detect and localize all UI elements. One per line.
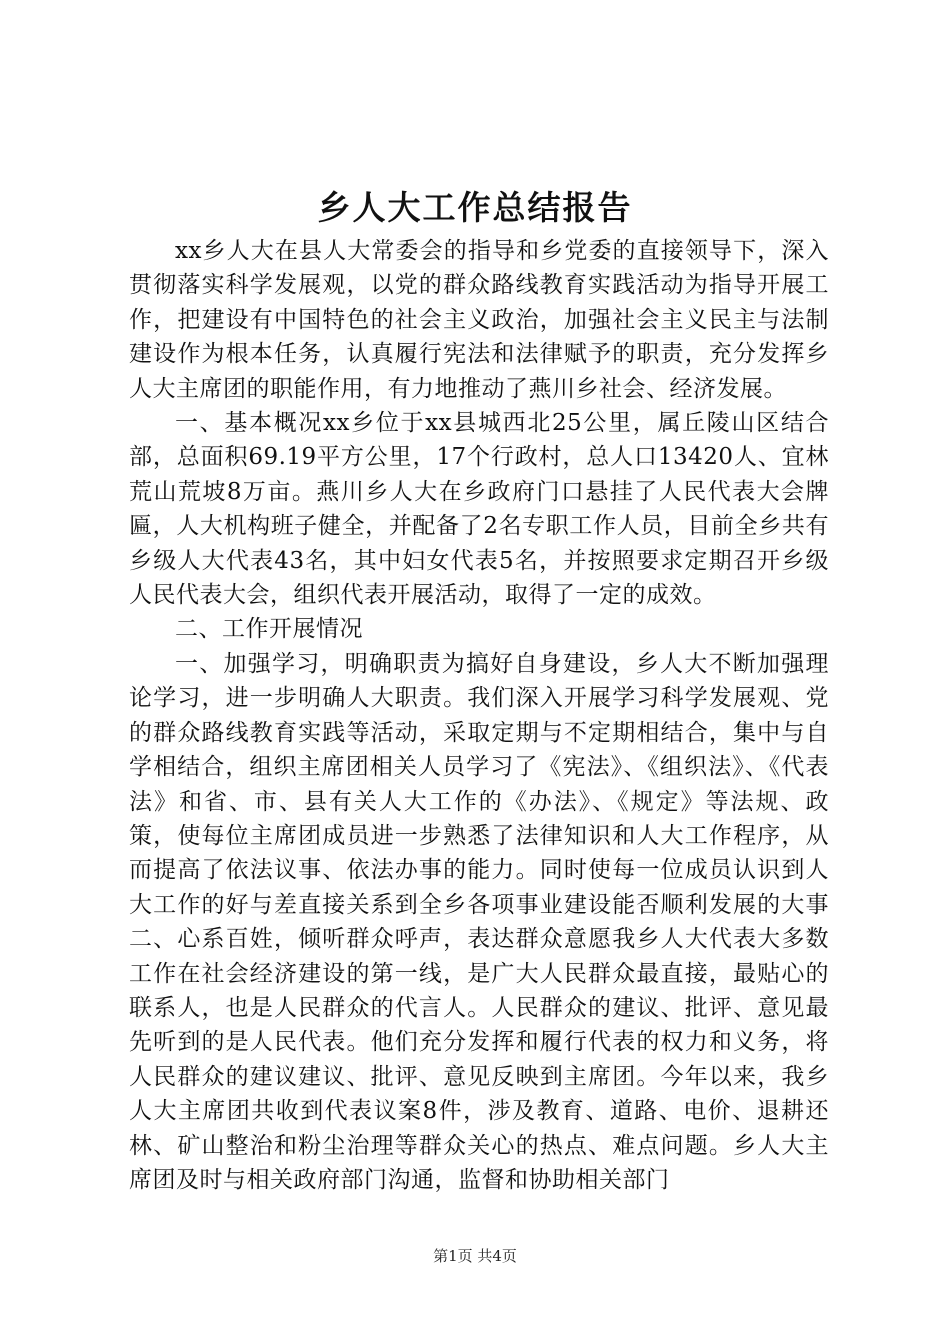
paragraph-study: 一、加强学习，明确职责为搞好自身建设，乡人大不断加强理论学习，进一步明确人大职责。我们深入开展学习科学发展观、党的群众路线教育实践等活动，采取定期与不定期相结合，集中与自学相结合，组织主席团相关人员学习了《宪法》、《组织法》、《代表法》和省、市、县有关人大工作的《办法》、《规定》等法规、政策，使每位主席团成员进一步熟悉了法律知识和人大工作程序，从而提高了依法议事、依法办事的能力。同时使每一位成员认识到人大工作的好与差直接关系到全乡各项事业建设能否顺利发展的大事二、心系百姓，倾听群众呼声，表达群众意愿我乡人大代表大多数工作在社会经济建设的第一线，是广大人民群众最直接，最贴心的联系人，也是人民群众的代言人。人民群众的建议、批评、意见最先听到的是人民代表。他们充分发挥和履行代表的权力和义务，将人民群众的建议建议、批评、意见反映到主席团。今年以来，我乡人大主席团共收到代表议案8件，涉及教育、道路、电价、退耕还林、矿山整治和粉尘治理等群众关心的热点、难点问题。乡人大主席团及时与相关政府部门沟通，监督和协助相关部门 bbox=[129, 650, 829, 1193]
paragraph-intro: xx乡人大在县人大常委会的指导和乡党委的直接领导下，深入贯彻落实科学发展观，以党的群众路线教育实践活动为指导开展工作，把建设有中国特色的社会主义政治，加强社会主义民主与法制建设作为根本任务，认真履行宪法和法律赋予的职责，充分发挥乡人大主席团的职能作用，有力地推动了燕川乡社会、经济发展。 bbox=[129, 238, 829, 402]
document-title: 乡人大工作总结报告 bbox=[317, 188, 633, 227]
paragraph-overview: 一、基本概况xx乡位于xx县城西北25公里，属丘陵山区结合部，总面积69.19平方公里，17个行政村，总人口13420人、宜林荒山荒坡8万亩。燕川乡人大在乡政府门口悬挂了人民代表大会牌匾，人大机构班子健全，并配备了2名专职工作人员，目前全乡共有乡级人大代表43名，其中妇女代表5名，并按照要求定期召开乡级人民代表大会，组织代表开展活动，取得了一定的成效。 bbox=[129, 410, 829, 609]
page-footer: 第1页 共4页 bbox=[433, 1247, 517, 1265]
section-heading-work: 二、工作开展情况 bbox=[175, 616, 363, 643]
document-body bbox=[129, 234, 829, 1197]
